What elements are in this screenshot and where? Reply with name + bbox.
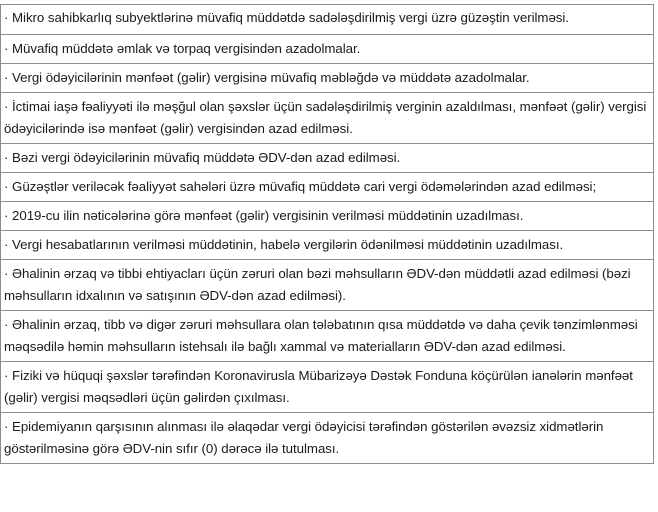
table-row [1, 413, 654, 464]
table-cell: · Vergi ödəyicilərinin mənfəət (gəlir) vergisinə müvafiq məbləğdə və müddətə azadolmalar. [1, 64, 654, 93]
table-row [1, 231, 654, 260]
table-row [1, 5, 654, 35]
table-cell: · Müvafiq müddətə əmlak və torpaq vergisindən azadolmalar. [1, 35, 654, 64]
table-row [1, 202, 654, 231]
table-cell: · Əhalinin ərzaq, tibb və digər zəruri məhsullara olan tələbatının qısa müddətdə və daha çevik tənzimlənməsi məqsədilə həmin məhsulların istehsalı ilə bağlı xammal və materialların ƏDV-dən azad edilməsi. [1, 311, 654, 362]
table-row [1, 144, 654, 173]
table-row [1, 64, 654, 93]
table-cell: · Əhalinin ərzaq və tibbi ehtiyacları üçün zəruri olan bəzi məhsulların ƏDV-dən müddətli azad edilməsi (bəzi məhsulların idxalının və satışının ƏDV-dən azad edilməsi). [1, 260, 654, 311]
measures-table [0, 4, 654, 464]
table-cell: · 2019-cu ilin nəticələrinə görə mənfəət (gəlir) vergisinin verilməsi müddətinin uzadılması. [1, 202, 654, 231]
table-cell: · Bəzi vergi ödəyicilərinin müvafiq müddətə ƏDV-dən azad edilməsi. [1, 144, 654, 173]
table-row [1, 311, 654, 362]
table-row [1, 260, 654, 311]
table-cell: · Güzəştlər veriləcək fəaliyyət sahələri üzrə müvafiq müddətə cari vergi ödəmələrindən azad edilməsi; [1, 173, 654, 202]
table-row [1, 35, 654, 64]
table-cell: · İctimai iaşə fəaliyyəti ilə məşğul olan şəxslər üçün sadələşdirilmiş verginin azaldılması, mənfəət (gəlir) vergisi ödəyicilərində isə mənfəət (gəlir) vergisindən azad edilməsi. [1, 93, 654, 144]
table-cell: · Fiziki və hüquqi şəxslər tərəfindən Koronavirusla Mübarizəyə Dəstək Fonduna köçürülən ianələrin mənfəət (gəlir) vergisi məqsədləri üçün gəlirdən çıxılması. [1, 362, 654, 413]
table-row [1, 173, 654, 202]
table-cell: · Mikro sahibkarlıq subyektlərinə müvafiq müddətdə sadələşdirilmiş vergi üzrə güzəştin verilməsi. [1, 5, 654, 35]
table-cell: · Epidemiyanın qarşısının alınması ilə əlaqədar vergi ödəyicisi tərəfindən göstərilən əvəzsiz xidmətlərin göstərilməsinə görə ƏDV-nin sıfır (0) dərəcə ilə tutulması. [1, 413, 654, 464]
table-cell: · Vergi hesabatlarının verilməsi müddətinin, habelə vergilərin ödənilməsi müddətinin uzadılması. [1, 231, 654, 260]
table-row [1, 362, 654, 413]
table-row [1, 93, 654, 144]
